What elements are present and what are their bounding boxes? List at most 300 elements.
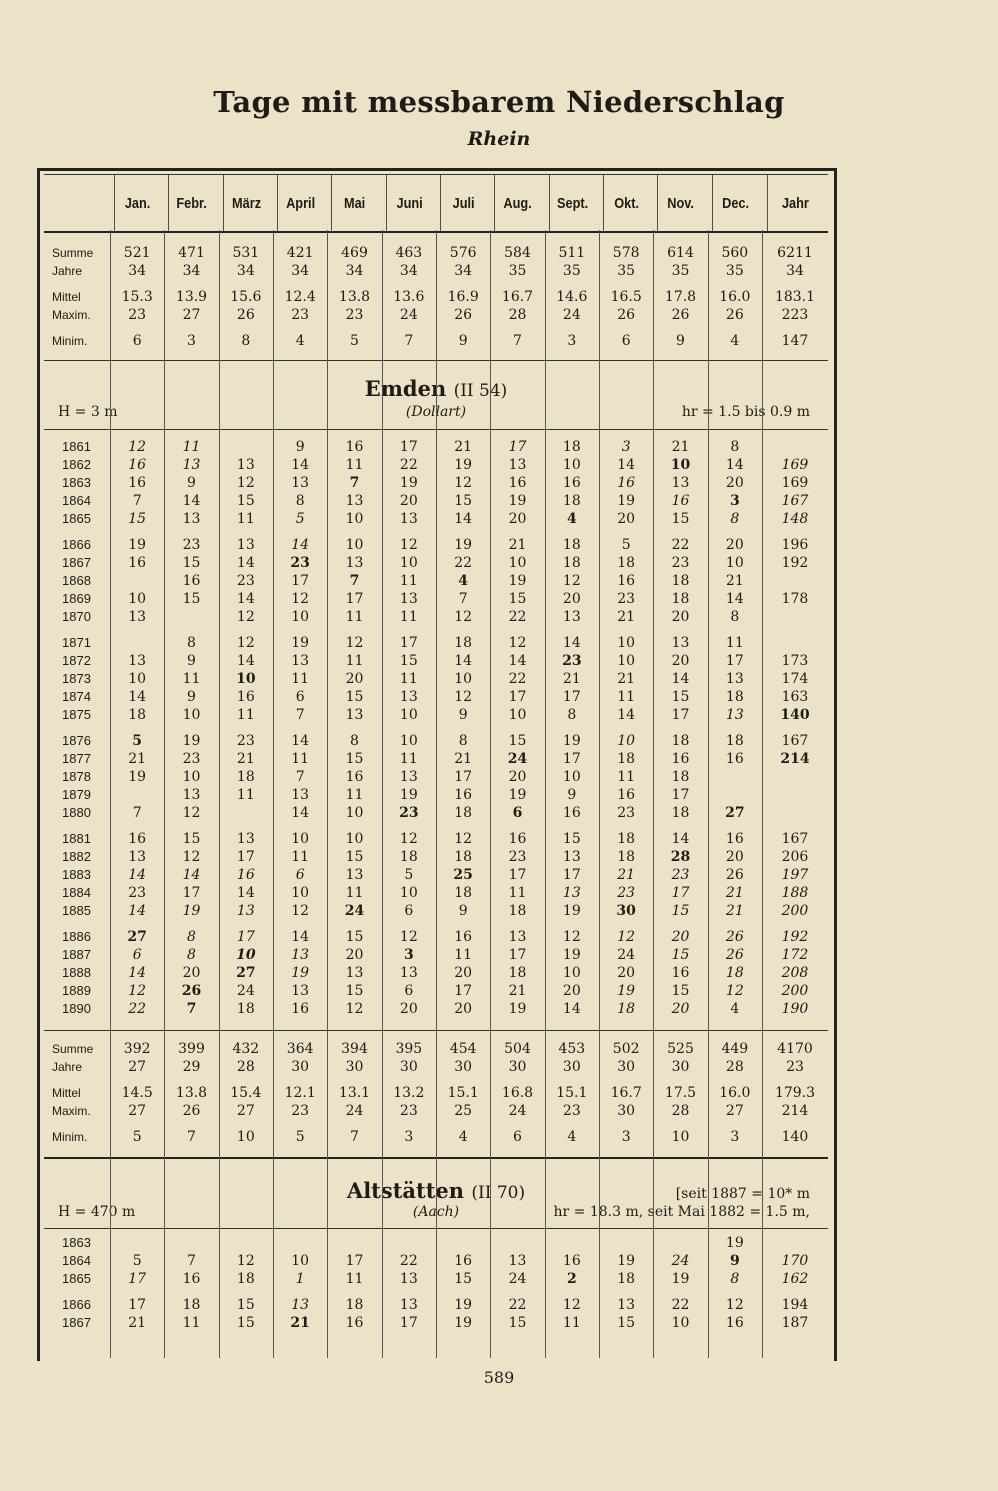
value-cell: 15.1: [447, 1085, 479, 1101]
value-cell: 18: [725, 689, 744, 705]
value-cell: 10: [128, 591, 147, 607]
value-cell: 22: [399, 457, 418, 473]
value-cell: 190: [781, 1001, 809, 1017]
value-cell: 18: [617, 849, 636, 865]
value-cell: 22: [671, 1297, 690, 1313]
value-cell: 9: [458, 333, 468, 349]
value-cell: 19: [562, 903, 581, 919]
table-row: [44, 1102, 828, 1120]
value-cell: 24: [344, 903, 365, 919]
value-cell: 7: [295, 769, 305, 785]
value-cell: 197: [781, 867, 809, 883]
value-cell: 17: [399, 635, 418, 651]
value-cell: 15.3: [121, 289, 153, 305]
value-cell: 27: [128, 1103, 147, 1119]
value-cell: 20: [671, 609, 690, 625]
value-cell: 11: [236, 787, 255, 803]
value-cell: 30: [617, 1103, 636, 1119]
value-cell: 14: [128, 689, 147, 705]
year-cell: 1871: [62, 635, 91, 650]
value-cell: 167: [781, 733, 809, 749]
table-row: [44, 572, 828, 590]
table-row: [44, 590, 828, 608]
value-cell: 16: [345, 769, 364, 785]
value-cell: 4: [567, 1129, 577, 1145]
value-cell: 23: [182, 537, 201, 553]
value-cell: 16: [671, 493, 690, 509]
value-cell: 19: [454, 1315, 473, 1331]
value-cell: 29: [182, 1059, 201, 1075]
value-cell: 20: [617, 511, 636, 527]
value-cell: 10: [291, 609, 310, 625]
value-cell: 16: [454, 929, 473, 945]
value-cell: 15: [236, 493, 255, 509]
row-label: Summe: [52, 1042, 94, 1056]
value-cell: 17: [399, 1315, 418, 1331]
value-cell: 26: [725, 867, 744, 883]
value-cell: 10: [562, 457, 581, 473]
value-cell: 471: [178, 245, 205, 261]
value-cell: 35: [617, 263, 636, 279]
value-cell: 15: [671, 903, 690, 919]
value-cell: 19: [617, 1253, 636, 1269]
value-cell: 2: [566, 1271, 577, 1287]
station-hr: hr = 18.3 m, seit Mai 1882 = 1.5 m,: [553, 1204, 810, 1220]
value-cell: 14: [617, 457, 636, 473]
value-cell: 13.6: [393, 289, 425, 305]
table-row: [44, 866, 828, 884]
value-cell: 147: [781, 333, 809, 349]
table-row: [44, 804, 828, 822]
value-cell: 6: [295, 689, 305, 705]
value-cell: 20: [725, 475, 744, 491]
value-cell: 19: [291, 965, 310, 981]
table-row: [44, 1270, 828, 1288]
value-cell: 12: [182, 805, 201, 821]
header-cell: Juli: [440, 175, 486, 231]
value-cell: 18: [454, 849, 473, 865]
value-cell: 17: [508, 867, 527, 883]
value-cell: 12: [399, 537, 418, 553]
value-cell: 531: [232, 245, 260, 261]
value-cell: 23: [236, 733, 255, 749]
value-cell: 17: [671, 707, 690, 723]
value-cell: 7: [187, 1129, 196, 1145]
divider: [44, 1157, 828, 1159]
value-cell: 19: [617, 983, 636, 999]
value-cell: 26: [617, 307, 636, 323]
value-cell: 13: [725, 707, 744, 723]
value-cell: 18: [671, 769, 690, 785]
header-cell: Aug.: [494, 175, 540, 231]
table-row: [44, 1040, 828, 1058]
value-cell: 17: [454, 983, 473, 999]
value-cell: 18: [454, 805, 473, 821]
value-cell: 17: [128, 1271, 147, 1287]
value-cell: 13.1: [338, 1085, 371, 1101]
value-cell: 4: [458, 573, 469, 589]
value-cell: 7: [187, 1253, 196, 1269]
value-cell: 24: [507, 751, 528, 767]
value-cell: 13: [236, 903, 255, 919]
value-cell: 35: [562, 263, 581, 279]
value-cell: 16: [617, 475, 636, 491]
value-cell: 8: [187, 635, 196, 651]
value-cell: 179.3: [774, 1085, 816, 1101]
table-row: [44, 652, 828, 670]
table-row: [44, 554, 828, 572]
year-cell: 1879: [62, 787, 91, 802]
value-cell: 20: [562, 591, 581, 607]
value-cell: 18: [562, 439, 581, 455]
value-cell: 13: [236, 457, 255, 473]
value-cell: 20: [671, 1001, 690, 1017]
value-cell: 13.8: [175, 1085, 208, 1101]
value-cell: 12: [236, 635, 255, 651]
value-cell: 18: [725, 965, 744, 981]
value-cell: 16.9: [447, 289, 479, 305]
value-cell: 18: [562, 555, 581, 571]
year-cell: 1865: [62, 1271, 91, 1286]
value-cell: 5: [132, 733, 143, 749]
value-cell: 18: [454, 635, 473, 651]
value-cell: 11: [236, 707, 255, 723]
value-cell: 19: [128, 769, 147, 785]
value-cell: 10: [562, 965, 581, 981]
value-cell: 11: [291, 751, 310, 767]
value-cell: 8: [350, 733, 359, 749]
header-cell: Febr.: [168, 175, 214, 231]
value-cell: 10: [182, 769, 201, 785]
value-cell: 14: [236, 653, 255, 669]
value-cell: 13: [291, 653, 310, 669]
station-name: Altstätten (II 70): [346, 1178, 526, 1203]
year-cell: 1876: [62, 733, 91, 748]
value-cell: 35: [671, 263, 690, 279]
value-cell: 18: [508, 965, 527, 981]
value-cell: 28: [671, 1103, 690, 1119]
station-note: [seit 1887 = 10* m: [675, 1186, 810, 1202]
value-cell: 19: [508, 1001, 527, 1017]
value-cell: 16: [236, 689, 255, 705]
table-row: [44, 786, 828, 804]
value-cell: 11: [345, 885, 364, 901]
year-cell: 1882: [62, 849, 91, 864]
value-cell: 21: [617, 671, 636, 687]
value-cell: 10: [562, 769, 581, 785]
value-cell: 5: [132, 1129, 142, 1145]
value-cell: 3: [187, 333, 196, 349]
value-cell: 13.8: [338, 289, 371, 305]
value-cell: 27: [127, 929, 147, 945]
value-cell: 11: [345, 653, 364, 669]
table-row: [44, 1296, 828, 1314]
divider: [44, 1030, 828, 1031]
value-cell: 11: [399, 609, 418, 625]
value-cell: 18: [617, 751, 636, 767]
value-cell: 13: [345, 493, 364, 509]
value-cell: 20: [345, 671, 364, 687]
value-cell: 12: [236, 1253, 255, 1269]
value-cell: 5: [621, 537, 631, 553]
value-cell: 20: [617, 965, 636, 981]
value-cell: 19: [508, 493, 527, 509]
value-cell: 15: [128, 511, 147, 527]
value-cell: 22: [508, 609, 527, 625]
value-cell: 18: [671, 573, 690, 589]
table-row: [44, 510, 828, 528]
value-cell: 28: [236, 1059, 255, 1075]
value-cell: 10: [345, 831, 364, 847]
header-cell: Mai: [331, 175, 377, 231]
value-cell: 12: [399, 929, 418, 945]
value-cell: 20: [454, 965, 473, 981]
year-cell: 1881: [62, 831, 91, 846]
value-cell: 30: [562, 1059, 581, 1075]
value-cell: 34: [182, 263, 201, 279]
value-cell: 7: [513, 333, 522, 349]
value-cell: 12: [128, 983, 147, 999]
value-cell: 12: [236, 609, 255, 625]
value-cell: 34: [454, 263, 473, 279]
value-cell: 26: [725, 307, 744, 323]
value-cell: 10: [671, 1129, 690, 1145]
value-cell: 525: [667, 1041, 694, 1057]
value-cell: 214: [780, 751, 810, 767]
value-cell: 3: [730, 1129, 740, 1145]
value-cell: 178: [781, 591, 809, 607]
value-cell: 23: [236, 573, 255, 589]
table-row: [44, 688, 828, 706]
value-cell: 167: [781, 493, 809, 509]
divider: [44, 1228, 828, 1229]
value-cell: 23: [671, 867, 690, 883]
value-cell: 10: [291, 831, 310, 847]
value-cell: 13: [399, 1297, 418, 1313]
value-cell: 13: [345, 555, 364, 571]
value-cell: 26: [182, 1103, 201, 1119]
value-cell: 25: [453, 867, 473, 883]
value-cell: 13: [291, 475, 310, 491]
value-cell: 3: [621, 439, 631, 455]
value-cell: 200: [781, 983, 809, 999]
value-cell: 13: [562, 885, 581, 901]
value-cell: 19: [508, 573, 527, 589]
value-cell: 13: [562, 609, 581, 625]
value-cell: 140: [781, 1129, 809, 1145]
value-cell: 30: [345, 1059, 364, 1075]
value-cell: 3: [567, 333, 577, 349]
value-cell: 22: [454, 555, 473, 571]
value-cell: 14: [725, 457, 744, 473]
value-cell: 12: [399, 831, 418, 847]
table-row: [44, 1084, 828, 1102]
value-cell: 13: [291, 787, 310, 803]
value-cell: 11: [399, 573, 418, 589]
value-cell: 5: [350, 333, 359, 349]
value-cell: 21: [725, 903, 744, 919]
year-cell: 1864: [62, 493, 91, 508]
table-row: [44, 634, 828, 652]
value-cell: 19: [399, 475, 418, 491]
value-cell: 18: [617, 1001, 636, 1017]
value-cell: 18: [617, 1271, 636, 1287]
value-cell: 8: [730, 439, 740, 455]
value-cell: 7: [350, 1129, 359, 1145]
station-hr: hr = 1.5 bis 0.9 m: [681, 404, 810, 420]
value-cell: 17: [671, 885, 690, 901]
value-cell: 17.5: [664, 1085, 697, 1101]
value-cell: 16.7: [610, 1085, 642, 1101]
header-cell-label: [49, 175, 105, 231]
value-cell: 453: [558, 1041, 586, 1057]
value-cell: 14: [128, 903, 147, 919]
value-cell: 20: [671, 929, 690, 945]
value-cell: 183.1: [774, 289, 816, 305]
value-cell: 10: [399, 885, 418, 901]
table-row: [44, 1252, 828, 1270]
value-cell: 25: [454, 1103, 473, 1119]
value-cell: 560: [721, 245, 749, 261]
table-row: [44, 1314, 828, 1332]
value-cell: 21: [508, 537, 527, 553]
value-cell: 17: [345, 1253, 364, 1269]
value-cell: 13: [291, 1297, 310, 1313]
value-cell: 14: [236, 591, 255, 607]
value-cell: 208: [781, 965, 809, 981]
value-cell: 15: [671, 511, 690, 527]
value-cell: 24: [399, 307, 418, 323]
value-cell: 9: [458, 903, 468, 919]
value-cell: 34: [236, 263, 255, 279]
value-cell: 11: [182, 671, 201, 687]
value-cell: 7: [349, 475, 360, 491]
row-label: Minim.: [52, 334, 88, 348]
value-cell: 8: [730, 511, 740, 527]
value-cell: 13.2: [393, 1085, 425, 1101]
value-cell: 13: [182, 787, 201, 803]
value-cell: 34: [786, 263, 804, 279]
station-river: (Dollart): [405, 404, 467, 420]
value-cell: 206: [781, 849, 809, 865]
table-row: [44, 670, 828, 688]
value-cell: 10: [236, 1129, 255, 1145]
value-cell: 21: [725, 885, 744, 901]
value-cell: 22: [399, 1253, 418, 1269]
value-cell: 169: [781, 475, 809, 491]
divider: [44, 360, 828, 361]
value-cell: 10: [617, 653, 636, 669]
value-cell: 16: [671, 965, 690, 981]
value-cell: 19: [182, 903, 201, 919]
value-cell: 17: [182, 885, 201, 901]
page-number: 589: [483, 1368, 515, 1387]
value-cell: 20: [671, 653, 690, 669]
value-cell: 3: [729, 493, 740, 509]
row-label: Jahre: [52, 264, 83, 278]
value-cell: 214: [781, 1103, 809, 1119]
value-cell: 23: [291, 307, 310, 323]
value-cell: 18: [617, 555, 636, 571]
table-row: [44, 732, 828, 750]
value-cell: 5: [404, 867, 414, 883]
value-cell: 578: [612, 245, 640, 261]
value-cell: 34: [399, 263, 418, 279]
value-cell: 6: [132, 947, 142, 963]
value-cell: 10: [236, 671, 256, 687]
value-cell: 6: [404, 903, 414, 919]
value-cell: 16: [725, 751, 744, 767]
value-cell: 12: [128, 439, 147, 455]
value-cell: 18: [454, 885, 473, 901]
value-cell: 21: [454, 751, 473, 767]
value-cell: 27: [182, 307, 201, 323]
value-cell: 200: [781, 903, 809, 919]
value-cell: 8: [567, 707, 577, 723]
value-cell: 16: [291, 1001, 310, 1017]
emden-summary: [44, 1040, 828, 1146]
value-cell: 26: [671, 307, 690, 323]
value-cell: 26: [725, 947, 744, 963]
value-cell: 19: [725, 1235, 744, 1251]
value-cell: 17: [236, 929, 255, 945]
value-cell: 170: [781, 1253, 809, 1269]
table-row: [44, 288, 828, 306]
value-cell: 364: [286, 1041, 314, 1057]
value-cell: 14: [182, 493, 201, 509]
altstaetten-rows: [44, 1234, 828, 1332]
value-cell: 26: [454, 307, 473, 323]
value-cell: 14: [128, 867, 147, 883]
value-cell: 15: [182, 555, 201, 571]
value-cell: 15: [617, 1315, 636, 1331]
value-cell: 18: [236, 769, 255, 785]
value-cell: 15.4: [230, 1085, 262, 1101]
value-cell: 22: [508, 1297, 527, 1313]
value-cell: 17: [128, 1297, 147, 1313]
value-cell: 20: [508, 511, 527, 527]
value-cell: 19: [291, 635, 310, 651]
value-cell: 19: [562, 947, 581, 963]
value-cell: 10: [617, 635, 636, 651]
value-cell: 13: [345, 707, 364, 723]
row-label: Summe: [52, 246, 94, 260]
table-row: [44, 848, 828, 866]
value-cell: 12.4: [284, 289, 316, 305]
value-cell: 7: [458, 591, 468, 607]
value-cell: 6211: [777, 245, 813, 261]
value-cell: 15: [236, 1315, 255, 1331]
value-cell: 9: [295, 439, 305, 455]
value-cell: 12: [182, 849, 201, 865]
value-cell: 421: [286, 245, 314, 261]
year-cell: 1867: [62, 1315, 91, 1330]
value-cell: 13: [399, 689, 418, 705]
value-cell: 11: [182, 439, 201, 455]
value-cell: 13: [128, 609, 147, 625]
value-cell: 16: [562, 1253, 581, 1269]
value-cell: 19: [399, 787, 418, 803]
value-cell: 24: [617, 947, 636, 963]
value-cell: 14: [236, 555, 255, 571]
value-cell: 18: [671, 591, 690, 607]
value-cell: 16: [562, 475, 581, 491]
value-cell: 10: [182, 707, 201, 723]
value-cell: 20: [508, 769, 527, 785]
value-cell: 14: [617, 707, 636, 723]
value-cell: 21: [128, 1315, 147, 1331]
value-cell: 11: [725, 635, 744, 651]
